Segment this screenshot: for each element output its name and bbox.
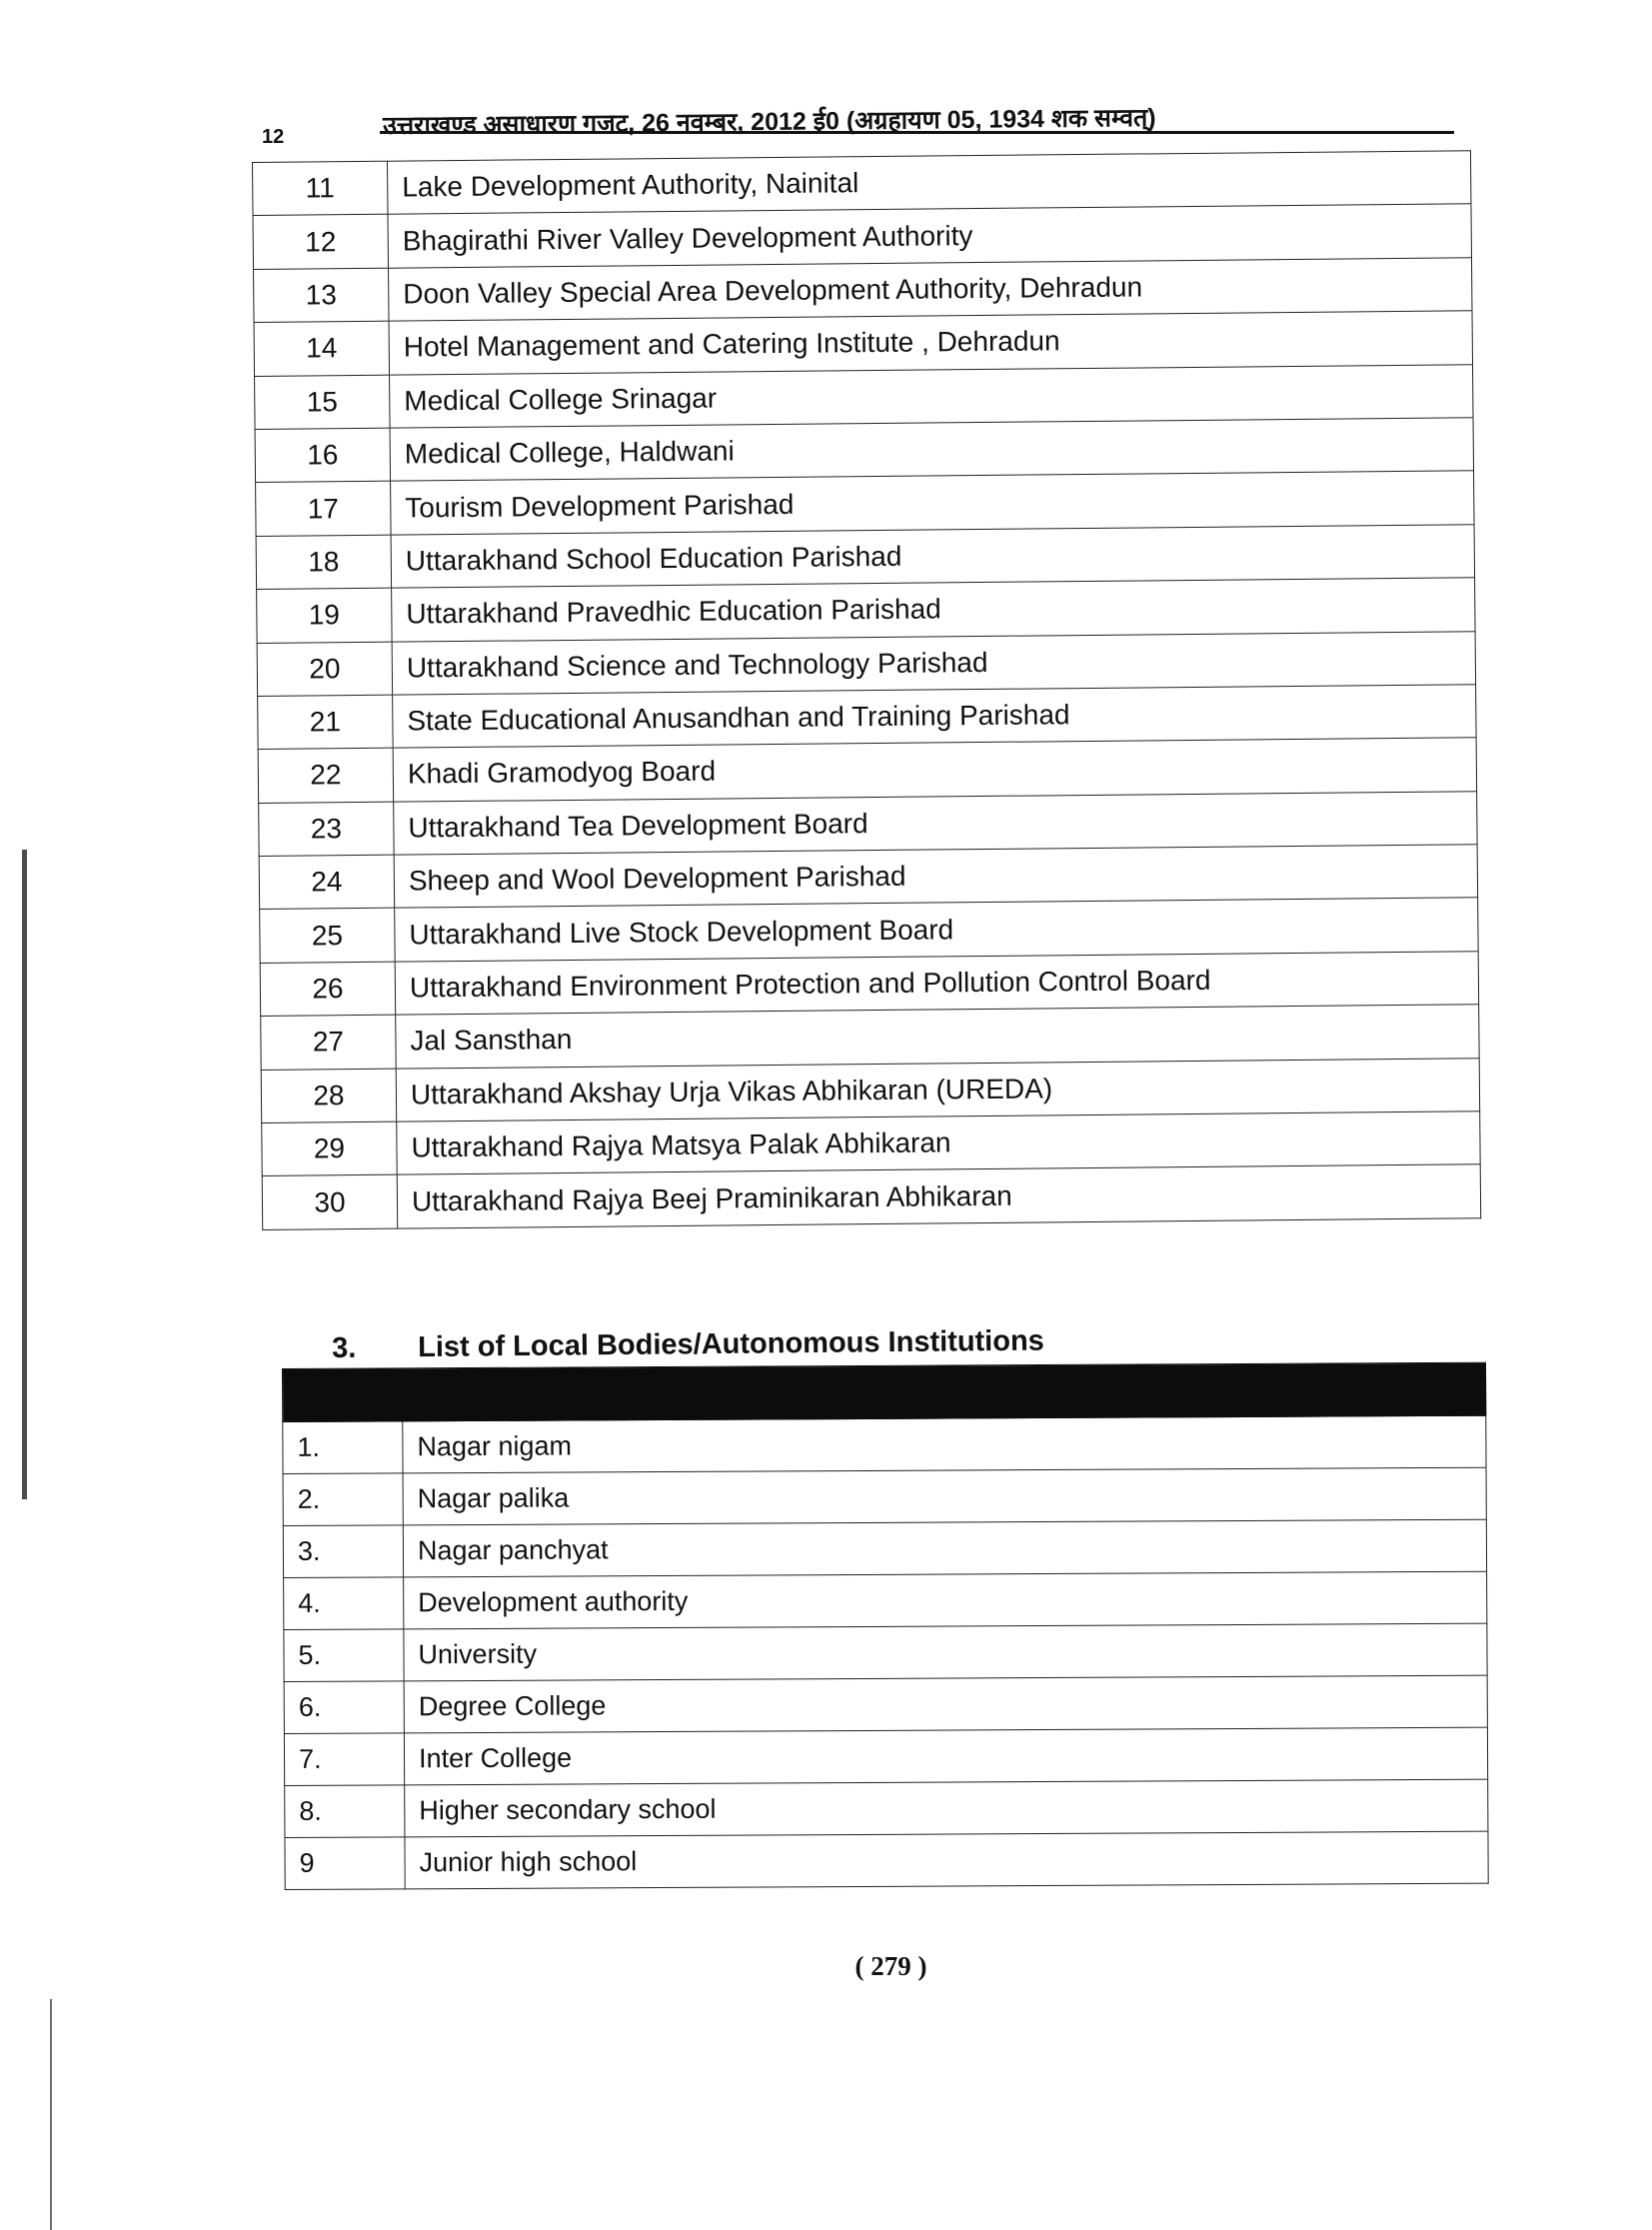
row-name: Uttarakhand School Education Parishad (391, 525, 1474, 589)
table-row (284, 1675, 1487, 1733)
row-name: Uttarakhand Live Stock Development Board (395, 898, 1478, 962)
row-number: 11 (253, 161, 389, 216)
row-number: 12 (253, 215, 389, 270)
table-row (285, 1831, 1488, 1889)
row-number: 17 (256, 482, 392, 537)
row-number: 2. (283, 1473, 403, 1526)
table-row (262, 1164, 1480, 1229)
row-name: State Educational Anusandhan and Training Parishad (393, 685, 1476, 749)
row-name: Nagar panchyat (403, 1519, 1486, 1577)
row-number: 25 (260, 909, 396, 964)
row-name: Khadi Gramodyog Board (393, 738, 1476, 802)
row-number: 24 (259, 855, 395, 910)
table-row (284, 1623, 1487, 1681)
row-number: 3. (283, 1525, 403, 1578)
table-row (284, 1571, 1487, 1629)
gazette-header: उत्तराखण्ड असाधारण गजट, 26 नवम्बर, 2012 ई0 (अग्रहायण 05, 1934 शक सम्वत्) (383, 103, 1156, 140)
scan-edge-mark (50, 1999, 52, 2230)
row-number: 29 (262, 1121, 398, 1176)
row-name: Medical College Srinagar (390, 364, 1473, 428)
section-number: 3. (332, 1331, 357, 1364)
row-name: Uttarakhand Rajya Matsya Palak Abhikaran (397, 1112, 1480, 1175)
row-number: 6. (284, 1681, 404, 1734)
table-row (284, 1727, 1487, 1785)
row-name: Tourism Development Parishad (391, 471, 1474, 535)
table-header-band (283, 1362, 1486, 1421)
row-number: 9 (285, 1837, 405, 1890)
row-name: Nagar nigam (403, 1415, 1486, 1473)
section-title: List of Local Bodies/Autonomous Institutions (417, 1324, 1044, 1364)
row-name: Uttarakhand Akshay Urja Vikas Abhikaran (UREDA) (396, 1058, 1479, 1121)
header-rule (380, 131, 1454, 134)
table-row (283, 1467, 1486, 1525)
row-number: 30 (262, 1175, 398, 1230)
page-number: 12 (262, 126, 285, 148)
institutions-table (252, 150, 1481, 1229)
row-number: 27 (261, 1015, 397, 1070)
row-name: Jal Sansthan (396, 1005, 1479, 1069)
row-name: Uttarakhand Pravedhic Education Parishad (392, 578, 1475, 642)
table-row (283, 1519, 1486, 1577)
row-name: Inter College (404, 1727, 1487, 1785)
row-name: Degree College (404, 1675, 1487, 1733)
local-bodies-table (282, 1362, 1489, 1890)
row-name: Hotel Management and Catering Institute , Dehradun (389, 311, 1472, 375)
row-number: 15 (255, 375, 391, 430)
row-number: 22 (258, 748, 394, 803)
row-number: 21 (258, 695, 394, 750)
row-name: Doon Valley Special Area Development Authority, Dehradun (389, 258, 1472, 322)
row-number: 8. (285, 1785, 405, 1838)
row-name: Uttarakhand Science and Technology Parishad (392, 631, 1475, 695)
scan-edge-mark (22, 850, 27, 1499)
row-number: 18 (256, 535, 392, 590)
row-number: 14 (254, 321, 390, 376)
row-number: 26 (260, 962, 396, 1017)
row-number: 23 (259, 802, 395, 857)
row-name: Sheep and Wool Development Parishad (394, 845, 1477, 909)
row-name: Junior high school (405, 1831, 1488, 1889)
row-name: Uttarakhand Rajya Beej Praminikaran Abhikaran (397, 1164, 1480, 1228)
row-name: Uttarakhand Environment Protection and Pollution Control Board (395, 952, 1478, 1016)
row-number: 20 (257, 642, 393, 697)
table-row (283, 1415, 1486, 1473)
row-number: 28 (261, 1069, 397, 1123)
row-number: 1. (283, 1421, 403, 1474)
row-number: 7. (284, 1733, 404, 1786)
table-row (285, 1779, 1488, 1837)
row-name: Bhagirathi River Valley Development Authority (388, 204, 1471, 268)
section-heading (332, 1325, 1044, 1365)
row-name: Medical College, Haldwani (390, 418, 1473, 482)
row-name: Lake Development Authority, Nainital (387, 151, 1470, 215)
row-number: 5. (284, 1629, 404, 1682)
footer-page-number: ( 279 ) (854, 1951, 927, 1981)
row-number: 13 (254, 268, 390, 323)
row-name: Uttarakhand Tea Development Board (394, 791, 1477, 855)
row-number: 19 (257, 588, 393, 643)
row-name: Higher secondary school (405, 1779, 1488, 1837)
row-number: 16 (255, 428, 391, 483)
row-name: University (404, 1623, 1487, 1681)
row-name: Nagar palika (403, 1467, 1486, 1525)
row-number: 4. (284, 1577, 404, 1630)
row-name: Development authority (404, 1571, 1487, 1629)
